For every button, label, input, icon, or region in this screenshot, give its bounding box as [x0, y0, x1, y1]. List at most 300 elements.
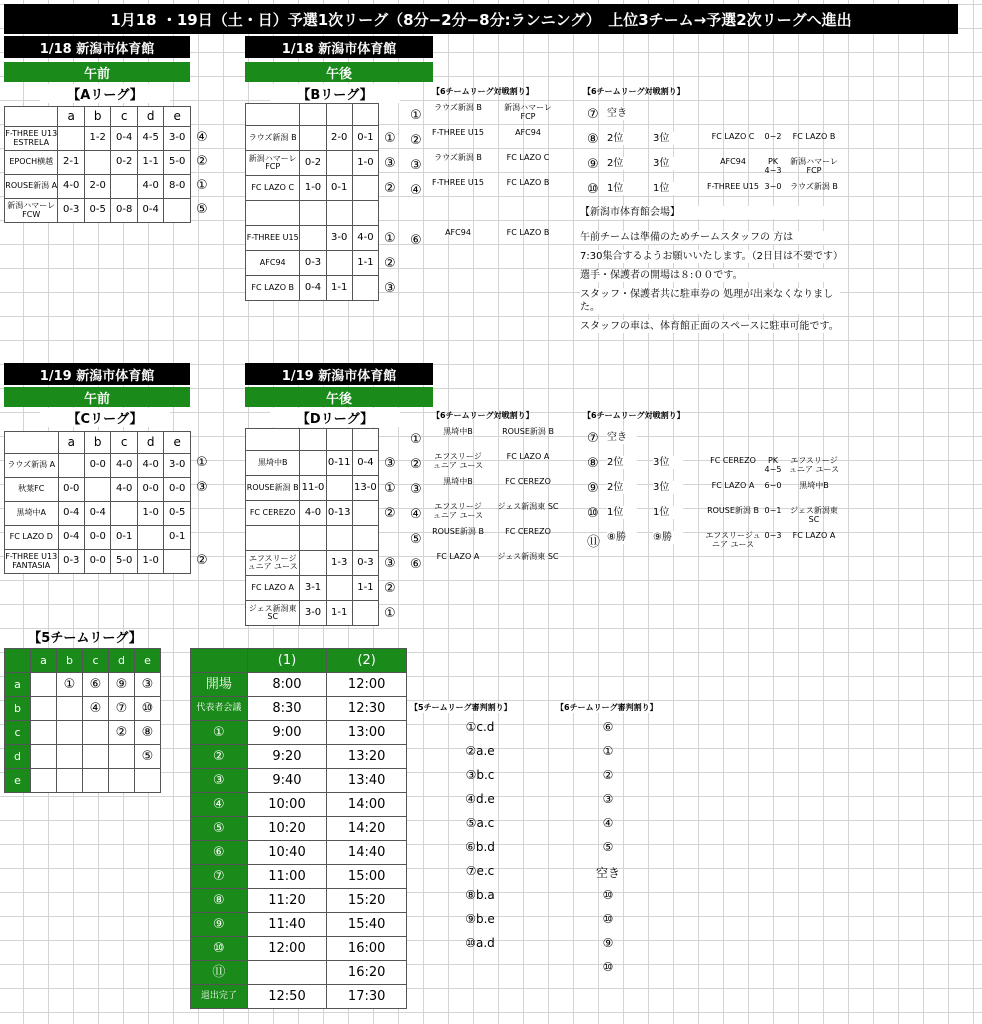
corner-cell	[191, 649, 248, 673]
match-number: ④	[410, 183, 422, 198]
score-cell: 0-0	[137, 478, 163, 502]
time-pm: 14:40	[327, 841, 407, 865]
time-am: 9:20	[247, 745, 327, 769]
home-team: F-THREE U15	[432, 178, 484, 187]
score-cell: 0-4	[111, 127, 138, 151]
rank-mark: ①	[384, 131, 396, 146]
score-cell: 0-13	[326, 501, 352, 526]
ref5-item: ⑥b.d	[465, 840, 495, 854]
corner-cell	[5, 649, 31, 673]
score-cell	[300, 126, 326, 151]
time-pm: 12:30	[327, 697, 407, 721]
score-cell: 4-0	[300, 501, 326, 526]
score-cell: 11-0	[300, 476, 326, 501]
finals-head: 【6チームリーグ対戦割り】	[583, 87, 685, 96]
ref5-item: ②a.e	[465, 744, 495, 758]
league-c-table	[4, 431, 191, 574]
match-number: ②	[410, 457, 422, 472]
match-cell	[31, 673, 57, 697]
rank-mark: ③	[384, 456, 396, 471]
ref5-item: ⑧b.a	[465, 888, 495, 902]
table-row	[5, 175, 191, 199]
col-head: c	[111, 432, 137, 454]
team-left: F-THREE U15	[707, 182, 759, 191]
time-am: 9:00	[247, 721, 327, 745]
home-team: ラウズ新潟 B	[434, 103, 482, 112]
match-cell	[83, 769, 109, 793]
table-row	[246, 526, 379, 551]
ref6-item: ⑤	[602, 840, 614, 854]
score-cell: 3-1	[300, 576, 326, 601]
col-head: d	[137, 432, 163, 454]
ref6-item: ⑩	[602, 888, 614, 902]
table-row	[246, 251, 379, 276]
header-row	[191, 649, 407, 673]
note-line: 【新潟市体育館会場】	[580, 206, 840, 219]
table-row	[246, 201, 379, 226]
score-cell	[300, 526, 326, 551]
table-row	[5, 199, 191, 223]
match-cell	[57, 721, 83, 745]
home-team: FC LAZO A	[436, 552, 480, 561]
rank-mark: ①	[196, 178, 208, 193]
match-number: ⑦	[587, 431, 599, 446]
col-head: e	[164, 432, 191, 454]
match-number: ③	[410, 482, 422, 497]
match-number: ④	[410, 507, 422, 522]
team-left: AFC94	[720, 157, 746, 166]
slot-head: 退出完了	[191, 985, 248, 1009]
score-cell: 0-5	[84, 199, 111, 223]
ref6-item: ④	[602, 816, 614, 830]
rank-mark: ③	[384, 156, 396, 171]
rank-mark: ①	[384, 231, 396, 246]
table-row	[191, 913, 407, 937]
score-cell	[326, 251, 352, 276]
score-cell: 0-0	[85, 454, 111, 478]
score-cell: 1-0	[137, 502, 163, 526]
time-pm: 12:00	[327, 673, 407, 697]
score-cell: 13-0	[352, 476, 378, 501]
table-row	[5, 673, 161, 697]
slot-head: ④	[191, 793, 248, 817]
rank-mark: ③	[384, 556, 396, 571]
pairings-head: 【6チームリーグ対戦割り】	[432, 87, 534, 96]
match-number: ⑥	[410, 233, 422, 248]
team-left: FC LAZO C	[711, 132, 755, 141]
score-cell: 0-3	[352, 551, 378, 576]
league-b-finals	[583, 86, 843, 206]
slot-head: ⑥	[191, 841, 248, 865]
rank-b: 3位	[653, 132, 683, 145]
team-name	[246, 201, 300, 226]
team-right: 黒埼中B	[799, 481, 829, 490]
league-b-pairings	[410, 86, 560, 248]
corner-cell	[5, 107, 58, 127]
match-cell: ③	[135, 673, 161, 697]
score-cell: 0-4	[137, 199, 164, 223]
score-cell: 1-2	[84, 127, 111, 151]
score-cell	[300, 451, 326, 476]
table-row	[191, 697, 407, 721]
ref5-item: ⑨b.e	[465, 912, 495, 926]
time-pm: 16:20	[327, 961, 407, 985]
match-score: 0−2	[764, 132, 782, 141]
away-team: ROUSE新潟 B	[502, 427, 554, 436]
match-cell	[31, 697, 57, 721]
team-name: FC CEREZO	[246, 501, 300, 526]
table-row	[246, 176, 379, 201]
venue-c: 1/19 新潟市体育館	[4, 363, 190, 385]
session-pm-2: 午後	[245, 387, 433, 407]
slot-head: ⑤	[191, 817, 248, 841]
rank-mark: ②	[196, 553, 208, 568]
match-cell	[31, 745, 57, 769]
session-am-2: 午前	[4, 387, 190, 407]
table-row	[5, 454, 191, 478]
match-number: ⑧	[587, 456, 599, 471]
rank-mark: ④	[196, 130, 208, 145]
score-cell	[137, 526, 163, 550]
ref5-item: ④d.e	[465, 792, 495, 806]
col-head: c	[111, 107, 138, 127]
score-cell: 4-0	[111, 454, 137, 478]
slot-head: 代表者会議	[191, 697, 248, 721]
table-row	[246, 126, 379, 151]
team-right: 新潟ハマーレ FCP	[790, 157, 838, 175]
rank-b: 3位	[653, 481, 683, 494]
home-team: AFC94	[445, 228, 471, 237]
score-cell: 1-3	[326, 551, 352, 576]
time-am: 10:00	[247, 793, 327, 817]
match-cell	[31, 721, 57, 745]
match-score: 0−1	[764, 506, 782, 515]
score-cell: 2-0	[326, 126, 352, 151]
home-team: F-THREE U15	[432, 128, 484, 137]
time-am: 8:00	[247, 673, 327, 697]
five-team-title: 【5チームリーグ】	[28, 631, 142, 646]
score-cell	[352, 526, 378, 551]
score-cell: 1-0	[352, 151, 378, 176]
match-score: PK 4−5	[764, 456, 782, 474]
score-cell: 8-0	[164, 175, 191, 199]
score-cell	[326, 576, 352, 601]
ref5-head: 【5チームリーグ審判割り】	[410, 703, 512, 712]
venue-notes	[580, 206, 844, 339]
match-number: ⑩	[587, 506, 599, 521]
score-cell	[164, 550, 191, 574]
table-row	[5, 478, 191, 502]
note-line: 午前チームは準備のためチームスタッフの 方は	[580, 231, 840, 244]
team-name: F-THREE U13 ESTRELA	[5, 127, 58, 151]
table-row	[5, 526, 191, 550]
score-cell: 0-8	[111, 199, 138, 223]
score-cell: 3-0	[164, 454, 191, 478]
rank-a: 2位	[607, 456, 637, 469]
time-pm: 16:00	[327, 937, 407, 961]
score-cell: 1-1	[137, 151, 164, 175]
home-team: エフスリージュニア ユース	[432, 452, 484, 470]
score-cell: 4-0	[58, 175, 85, 199]
match-score: 3−0	[764, 182, 782, 191]
slot-head: ①	[191, 721, 248, 745]
team-name: EPOCH横越	[5, 151, 58, 175]
rank-a: 空き	[607, 107, 637, 120]
table-row	[5, 550, 191, 574]
col-head: b	[57, 649, 83, 673]
score-cell: 5-0	[111, 550, 137, 574]
table-row	[191, 985, 407, 1009]
rank-a: 空き	[607, 431, 637, 444]
note-line: スタッフ・保護者共に駐車券の 処理が出来なくなりました。	[580, 288, 840, 314]
score-cell: 0-5	[164, 502, 191, 526]
table-row	[5, 502, 191, 526]
team-right: FC LAZO B	[792, 132, 836, 141]
slot-head: ⑦	[191, 865, 248, 889]
table-row	[191, 793, 407, 817]
blank-head	[246, 429, 300, 451]
score-cell: 4-0	[111, 478, 137, 502]
time-am: 11:00	[247, 865, 327, 889]
match-number: ⑪	[587, 535, 601, 550]
col-head: b	[85, 432, 111, 454]
away-team: FC LAZO A	[506, 452, 550, 461]
score-cell	[352, 201, 378, 226]
note-line: 7:30集合するようお願いいたします。（2日目は不要です）	[580, 251, 844, 262]
slot-head: 開場	[191, 673, 248, 697]
league-c-title: 【Cリーグ】	[40, 408, 170, 427]
note-line: スタッフの車は、体育館正面のスペースに駐車可能です。	[580, 321, 839, 332]
rank-a: 1位	[607, 506, 637, 519]
score-cell	[58, 454, 84, 478]
score-cell: 0-4	[85, 502, 111, 526]
score-cell	[352, 276, 378, 301]
away-team: AFC94	[515, 128, 541, 137]
away-team: FC CEREZO	[505, 477, 551, 486]
league-b-table	[245, 103, 379, 301]
rank-mark: ②	[196, 154, 208, 169]
rank-mark: ②	[384, 181, 396, 196]
col-head: (2)	[327, 649, 407, 673]
match-cell: ①	[57, 673, 83, 697]
score-cell: 1-1	[352, 251, 378, 276]
rank-a: ⑧勝	[607, 531, 637, 544]
score-cell: 0-0	[164, 478, 191, 502]
header-row	[5, 107, 191, 127]
table-row	[191, 721, 407, 745]
table-row	[246, 151, 379, 176]
match-cell	[83, 745, 109, 769]
match-cell	[109, 769, 135, 793]
match-number: ⑧	[587, 132, 599, 147]
rank-b: 3位	[653, 157, 683, 170]
table-row	[5, 151, 191, 175]
col-head: c	[83, 649, 109, 673]
table-row	[191, 769, 407, 793]
time-pm: 15:00	[327, 865, 407, 889]
match-number: ⑦	[587, 107, 599, 122]
team-right: ジェス新潟東 SC	[790, 506, 838, 524]
col-head: d	[137, 107, 164, 127]
rank-mark: ①	[196, 455, 208, 470]
team-name: 秋葉FC	[5, 478, 59, 502]
away-team: FC LAZO C	[506, 153, 550, 162]
match-cell: ⑥	[83, 673, 109, 697]
table-row	[191, 889, 407, 913]
score-cell	[352, 501, 378, 526]
match-score: 0−3	[764, 531, 782, 540]
table-row	[246, 551, 379, 576]
table-row	[246, 501, 379, 526]
match-number: ⑩	[587, 182, 599, 197]
team-right: FC LAZO A	[792, 531, 836, 540]
ref5-item: ⑩a.d	[465, 936, 495, 950]
team-name: エフスリージュニア ユース	[246, 551, 300, 576]
row-head: b	[5, 697, 31, 721]
time-am: 11:20	[247, 889, 327, 913]
score-cell: 0-4	[300, 276, 326, 301]
match-cell: ⑨	[109, 673, 135, 697]
score-cell: 4-0	[137, 175, 164, 199]
slot-head: ②	[191, 745, 248, 769]
ref6-item: ①	[602, 744, 614, 758]
team-right: ラウズ新潟 B	[790, 182, 838, 191]
table-row	[5, 127, 191, 151]
rank-b: 1位	[653, 506, 683, 519]
team-right: エフスリージュニア ユース	[788, 456, 840, 474]
score-cell: 3-0	[326, 226, 352, 251]
rank-b: 3位	[653, 456, 683, 469]
table-row	[5, 697, 161, 721]
col-head: d	[109, 649, 135, 673]
match-cell	[109, 745, 135, 769]
rank-a: 2位	[607, 157, 637, 170]
score-cell	[300, 201, 326, 226]
match-cell: ⑩	[135, 697, 161, 721]
table-row	[5, 769, 161, 793]
time-am: 10:20	[247, 817, 327, 841]
away-team: FC CEREZO	[505, 527, 551, 536]
time-pm: 14:00	[327, 793, 407, 817]
score-cell: 0-4	[58, 526, 84, 550]
team-name: 新潟ハマーレ FCP	[246, 151, 300, 176]
score-cell	[85, 478, 111, 502]
score-cell: 0-4	[352, 451, 378, 476]
schedule-table	[190, 648, 407, 1009]
blank-head	[326, 429, 352, 451]
session-pm-1: 午後	[245, 62, 433, 82]
ref5-item: ⑦e.c	[465, 864, 495, 878]
time-pm: 13:20	[327, 745, 407, 769]
ref6-item: ③	[602, 792, 614, 806]
table-row	[191, 841, 407, 865]
time-am: 10:40	[247, 841, 327, 865]
time-am: 9:40	[247, 769, 327, 793]
blank-head	[246, 104, 300, 126]
away-team: ジェス新潟東 SC	[497, 552, 559, 561]
header-row	[5, 649, 161, 673]
corner-cell	[5, 432, 59, 454]
rank-mark: ②	[384, 506, 396, 521]
score-cell: 0-0	[85, 550, 111, 574]
league-a-table	[4, 106, 191, 223]
table-row	[191, 745, 407, 769]
league-d-title: 【Dリーグ】	[270, 408, 400, 427]
match-cell	[135, 769, 161, 793]
team-name: 黒埼中B	[246, 451, 300, 476]
venue-d: 1/19 新潟市体育館	[245, 363, 433, 385]
table-row	[191, 961, 407, 985]
away-team: FC LAZO B	[506, 178, 550, 187]
match-cell: ⑦	[109, 697, 135, 721]
blank-head	[352, 429, 378, 451]
score-cell: 4-0	[137, 454, 163, 478]
score-cell: 0-1	[352, 126, 378, 151]
league-d-pairings	[410, 410, 560, 580]
team-name: AFC94	[246, 251, 300, 276]
col-head: e	[135, 649, 161, 673]
time-pm: 15:40	[327, 913, 407, 937]
score-cell: 3-0	[164, 127, 191, 151]
score-cell: 1-0	[300, 176, 326, 201]
rank-b: ⑨勝	[653, 531, 683, 544]
score-cell	[300, 551, 326, 576]
score-cell: 5-0	[164, 151, 191, 175]
home-team: 黒埼中B	[443, 477, 473, 486]
slot-head: ③	[191, 769, 248, 793]
time-pm: 13:00	[327, 721, 407, 745]
table-row	[246, 226, 379, 251]
match-cell: ④	[83, 697, 109, 721]
score-cell: 0-1	[326, 176, 352, 201]
team-name: F-THREE U13 FANTASIA	[5, 550, 59, 574]
match-number: ⑨	[587, 481, 599, 496]
score-cell: 0-3	[58, 199, 85, 223]
score-cell: 0-0	[85, 526, 111, 550]
rank-a: 2位	[607, 132, 637, 145]
score-cell	[111, 502, 137, 526]
league-a-title: 【Aリーグ】	[40, 84, 170, 103]
table-row	[246, 601, 379, 626]
row-head: a	[5, 673, 31, 697]
score-cell: 1-0	[137, 550, 163, 574]
rank-mark: ①	[384, 606, 396, 621]
session-am-1: 午前	[4, 62, 190, 82]
slot-head: ⑩	[191, 937, 248, 961]
ref6-item: ⑩	[602, 960, 614, 974]
match-number: ②	[410, 133, 422, 148]
match-number: ③	[410, 158, 422, 173]
ref6-item: ②	[602, 768, 614, 782]
header-row	[5, 432, 191, 454]
time-am	[247, 961, 327, 985]
slot-head: ⑪	[191, 961, 248, 985]
blank-head	[300, 104, 326, 126]
slot-head: ⑧	[191, 889, 248, 913]
score-cell	[58, 127, 85, 151]
score-cell	[326, 526, 352, 551]
pairings-head: 【6チームリーグ対戦割り】	[432, 411, 534, 420]
match-number: ⑥	[410, 557, 422, 572]
ref6-item: ⑥	[602, 720, 614, 734]
rank-mark: ①	[384, 481, 396, 496]
score-cell: 2-0	[84, 175, 111, 199]
team-name: FC LAZO C	[246, 176, 300, 201]
ref6-item: 空き	[595, 866, 620, 880]
score-cell: 4-0	[352, 226, 378, 251]
finals-head: 【6チームリーグ対戦割り】	[583, 411, 685, 420]
team-left: FC CEREZO	[710, 456, 756, 465]
